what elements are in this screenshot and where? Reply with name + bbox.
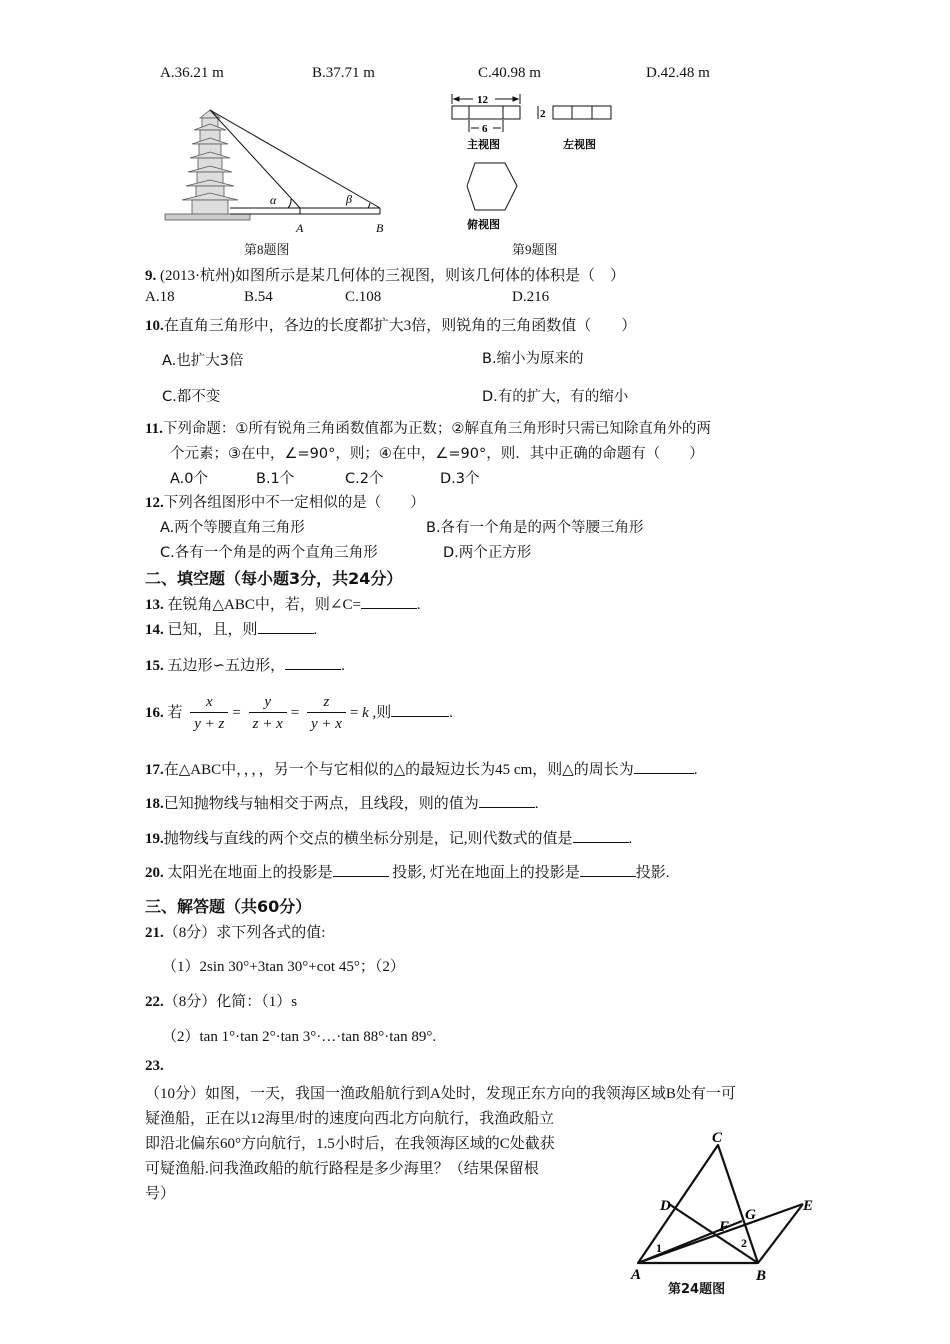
- figure-9-caption: 第9题图: [512, 242, 558, 257]
- q8-option-d: D.42.48 m: [646, 65, 710, 81]
- section-3-heading: 三、解答题（共60分）: [145, 897, 312, 916]
- q15-number: 15.: [145, 658, 164, 674]
- question-16: [145, 692, 453, 735]
- fig9-left-view-label: 左视图: [563, 139, 596, 151]
- q11-option-d: D.3个: [440, 471, 480, 487]
- q12-option-b: B.各有一个角是的两个等腰三角形: [426, 520, 644, 536]
- q20-text-1: 太阳光在地面上的投影是: [163, 865, 333, 881]
- q20-answer-blank-1[interactable]: [333, 862, 389, 877]
- figure-9-three-views: [445, 90, 625, 240]
- q10-text: 在直角三角形中，各边的长度都扩大3倍，则锐角的三角函数值（ ）: [163, 318, 637, 334]
- fig8-point-b: B: [376, 221, 384, 235]
- q19-period: .: [628, 831, 633, 847]
- question-20: [145, 861, 670, 882]
- q10-option-c: C.都不变: [162, 389, 221, 405]
- q8-option-c: C.40.98 m: [478, 65, 541, 81]
- fig24-label-a: A: [631, 1267, 642, 1283]
- q10-number: 10.: [145, 318, 164, 334]
- figure-8-caption: 第8题图: [244, 242, 290, 257]
- q16-fraction-3: $\frac{z}{y + x}$: [307, 692, 346, 735]
- q20-answer-blank-2[interactable]: [580, 862, 636, 877]
- q22-text: （8分）化简：（1）s: [163, 994, 298, 1010]
- q16-prefix: 若: [163, 704, 183, 721]
- q9-option-d: D.216: [512, 289, 550, 305]
- q9-option-c: C.108: [345, 289, 382, 305]
- q23-line-2: 疑渔船，正在以12海里/时的速度向西北方向航行，我渔政船立: [145, 1111, 555, 1127]
- q16-equals-2: =: [290, 704, 300, 721]
- fig9-top-view-label: 俯视图: [467, 219, 500, 231]
- q21-text: （8分）求下列各式的值:: [163, 925, 326, 941]
- fig24-label-g: G: [745, 1207, 756, 1223]
- q18-text: 已知抛物线与轴相交于两点，且线段，则的值为: [163, 796, 479, 812]
- q11-line-1: 下列命题：①所有锐角三角函数值都为正数；②解直角三角形时只需已知除直角外的两: [162, 421, 711, 437]
- fig24-label-b: B: [756, 1268, 767, 1284]
- fig24-label-c: C: [712, 1130, 723, 1146]
- q13-text: 在锐角△ABC中，若，则∠C=: [163, 597, 361, 613]
- fig9-front-view-label: 主视图: [467, 139, 500, 151]
- fig24-angle-2: 2: [741, 1236, 747, 1250]
- question-22: [145, 990, 297, 1011]
- fig8-beta-label: β: [346, 192, 352, 206]
- fig9-dim-2: 2: [540, 108, 546, 120]
- q22-number: 22.: [145, 994, 164, 1010]
- question-9: [145, 264, 625, 285]
- q21-number: 21.: [145, 925, 164, 941]
- q21-sub: （1）2sin 30°+3tan 30°+cot 45°；（2）: [162, 959, 405, 975]
- q11-line-2: 个元素；③在中，∠=90°，则；④在中，∠=90°，则．其中正确的命题有（ ）: [170, 446, 704, 462]
- q9-option-b: B.54: [244, 289, 273, 305]
- q11-number: 11.: [145, 421, 163, 437]
- question-14: [145, 618, 317, 639]
- question-13: [145, 593, 421, 614]
- question-18: [145, 792, 539, 813]
- q18-answer-blank[interactable]: [479, 793, 535, 808]
- q11-option-a: A.0个: [170, 471, 208, 487]
- q19-answer-blank[interactable]: [573, 828, 629, 843]
- q11-option-c: C.2个: [345, 471, 384, 487]
- q16-equals-3: =: [349, 704, 359, 721]
- q15-period: .: [341, 658, 345, 674]
- q12-number: 12.: [145, 495, 164, 511]
- q22-sub: （2）tan 1°·tan 2°·tan 3°·…·tan 88°·tan 89°.: [162, 1029, 437, 1045]
- q18-number: 18.: [145, 796, 164, 812]
- q20-text-3: 投影.: [635, 865, 670, 881]
- q12-option-c: C.各有一个角是的两个直角三角形: [160, 545, 378, 561]
- q12-text: 下列各组图形中不一定相似的是（ ）: [163, 495, 425, 511]
- q14-number: 14.: [145, 622, 164, 638]
- q23-number: 23.: [145, 1058, 164, 1074]
- q11-option-b: B.1个: [256, 471, 295, 487]
- q17-period: .: [693, 762, 698, 778]
- q17-answer-blank[interactable]: [634, 759, 694, 774]
- q12-option-d: D.两个正方形: [443, 545, 532, 561]
- q8-option-b: B.37.71 m: [312, 65, 375, 81]
- q13-number: 13.: [145, 597, 164, 613]
- q10-option-a: A.也扩大3倍: [162, 353, 244, 369]
- question-11: [145, 417, 711, 438]
- q10-option-d: D.有的扩大，有的缩小: [482, 389, 629, 405]
- q14-text: 已知，且，则: [163, 622, 258, 638]
- figure-24-caption: 第24题图: [668, 1282, 726, 1297]
- q16-equals-1: =: [232, 704, 241, 721]
- fig24-label-e: E: [803, 1198, 814, 1214]
- q23-line-1: （10分）如图，一天，我国一渔政船航行到A处时，发现正东方向的我领海区域B处有一可: [145, 1086, 736, 1102]
- fig24-angle-1: 1: [656, 1241, 662, 1255]
- q19-text: 抛物线与直线的两个交点的横坐标分别是，记,则代数式的值是: [163, 831, 573, 847]
- fig24-label-d: D: [660, 1198, 671, 1214]
- q18-period: .: [534, 796, 539, 812]
- q19-number: 19.: [145, 831, 164, 847]
- q16-k: k: [362, 704, 369, 721]
- question-10: [145, 314, 636, 335]
- question-21: [145, 921, 325, 942]
- q23-line-3: 即沿北偏东60°方向航行，1.5小时后，在我领海区域的C处截获: [145, 1136, 555, 1152]
- fig9-dim-12: 12: [477, 94, 488, 106]
- fig8-alpha-label: α: [270, 193, 277, 207]
- q9-text: (2013·杭州)如图所示是某几何体的三视图，则该几何体的体积是（ ）: [156, 268, 625, 284]
- q8-option-a: A.36.21 m: [160, 65, 224, 81]
- q17-number: 17.: [145, 762, 164, 778]
- q16-fraction-2: $\frac{y}{z + x}$: [249, 692, 287, 735]
- q9-number: 9.: [145, 268, 157, 284]
- q16-period: .: [449, 704, 454, 721]
- q16-suffix: ,则: [368, 704, 392, 721]
- q14-answer-blank[interactable]: [258, 619, 314, 634]
- fig8-point-a: A: [296, 221, 304, 235]
- fig9-dim-6: 6: [482, 123, 488, 135]
- q13-period: .: [416, 597, 421, 613]
- figure-8-pagoda: [160, 100, 395, 240]
- q12-option-a: A.两个等腰直角三角形: [160, 520, 305, 536]
- question-17: [145, 758, 698, 779]
- question-12: [145, 491, 425, 512]
- q20-number: 20.: [145, 865, 164, 881]
- q15-text: 五边形∽五边形，: [163, 658, 286, 674]
- section-2-heading: 二、填空题（每小题3分，共24分）: [145, 569, 403, 588]
- q16-number: 16.: [145, 704, 164, 721]
- q16-answer-blank[interactable]: [391, 702, 449, 717]
- q13-answer-blank[interactable]: [361, 594, 417, 609]
- fig24-label-f: F: [719, 1219, 730, 1235]
- q14-period: .: [313, 622, 318, 638]
- question-19: [145, 827, 632, 848]
- q17-text: 在△ABC中，，，，另一个与它相似的△的最短边长为45 cm，则△的周长为: [163, 762, 634, 778]
- question-15: [145, 654, 345, 675]
- q16-fraction-1: $\frac{x}{y + z}$: [190, 692, 228, 735]
- q10-option-b: B.缩小为原来的: [482, 351, 584, 367]
- q9-option-a: A.18: [145, 289, 175, 305]
- q15-answer-blank[interactable]: [285, 655, 341, 670]
- q20-text-2: 投影, 灯光在地面上的投影是: [388, 865, 580, 881]
- figure-24-triangles: [625, 1125, 820, 1300]
- q23-line-5: 号）: [145, 1186, 176, 1202]
- q23-line-4: 可疑渔船.问我渔政船的航行路程是多少海里？（结果保留根: [145, 1161, 539, 1177]
